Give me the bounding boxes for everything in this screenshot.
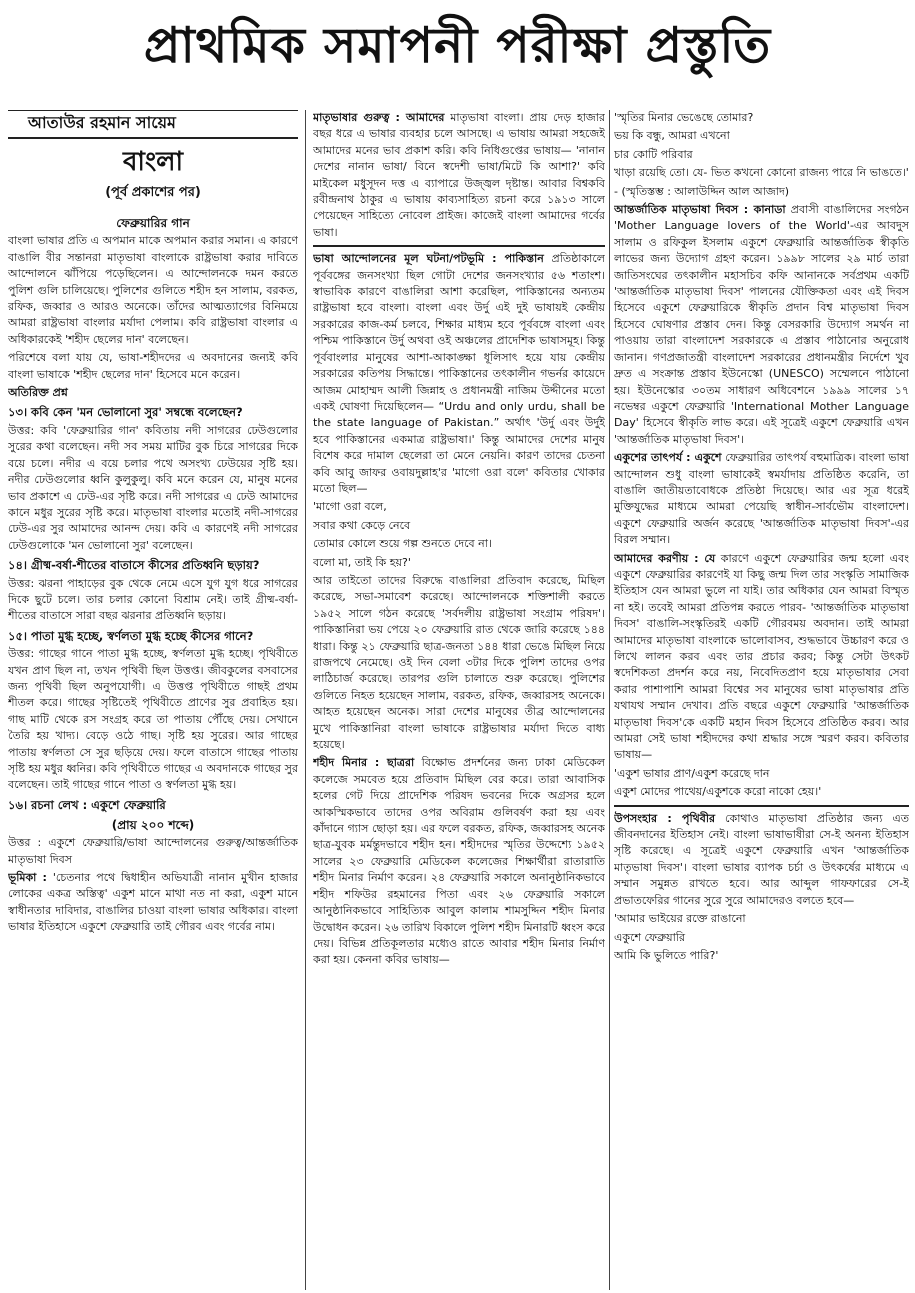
poem-line: ভয় কি বন্ধু, আমরা এখনো xyxy=(614,129,730,143)
paragraph xyxy=(614,811,909,909)
section-label: উপসংহার : পৃথিবীর xyxy=(614,811,716,825)
paragraph-text: ফেব্রুয়ারির তাৎপর্য বহুমাত্রিক। বাংলা ভাষা আন্দোলন শুধু বাংলা ভাষাকেই স্বমর্যাদায় প্রতিষ্ঠিত করেনি, তা বাঙালি জাতীয়তাবোধকে প্রতিষ্ঠা দিয়েছে। আর এর সূত্র ধরেই মুক্তিযুদ্ধের মাধ্যমে আমরা পেয়েছি স্বাধীন-সার্বভৌম বাংলাদেশ। একুশে ফেব্রুয়ারি অর্জন করেছে 'আন্তর্জাতিক মাতৃভাষা দিবস'-এর বিরল সম্মান। xyxy=(614,451,909,547)
subject-title: বাংলা xyxy=(122,147,184,178)
paragraph-text: কারণে একুশে ফেব্রুয়ারির জন্ম হলো এবং একুশে ফেব্রুয়ারির কারণেই যা কিছু জন্ম দিল তার সংস্কৃতি সামাজিক ইতিহাস যেন আমরা ভুলে না যাই। তার অধিকার যেন আমরা বিস্মৃত না হই। তবেই আমরা প্রতিপন্ন করতে পারব- 'আন্তর্জাতিক মাতৃভাষা দিবস' বাঙালি-সংস্কৃতিরই একটি গৌরবময় অবদান। তাই আমরা আমাদের মাতৃভাষা বাংলাকে ভালোবাসব, শুদ্ধভাবে উচ্চারণ করে ও লিখে লালন করব এবং তার প্রচার করব; কিন্তু সেটা উৎকট স্বদেশিকতা প্রদর্শন করে নয়, নিবেদিতপ্রাণ হয়ে মাতৃভাষার সেবা করার পাশাপাশি আমরা বিশ্বের সব মানুষের ভাষা মাতৃভাষার প্রতি যথাযথ সম্মান দেখাব। প্রতি বছরে একুশে ফেব্রুয়ারি 'আন্তর্জাতিক মাতৃভাষা দিবস'কে একটি মহান দিবস হিসেবে প্রতিষ্ঠিত করব। আর আমরা সেই ভাষা শহীদদের কথা শ্রদ্ধার সঙ্গে স্মরণ করব। কবিতার ভাষায়— xyxy=(614,551,909,762)
poem-line: একুশ মোদের পাথেয়/একুশকে করো নাকো হেয়।' xyxy=(614,785,822,799)
paragraph-text: বিক্ষোভ প্রদর্শনের জন্য ঢাকা মেডিকেল কলেজে সমবেত হয়ে প্রতিবাদ মিছিল বের করে। তারা আবাসিক হলের গেট দিয়ে প্রাদেশিক পরিষদ ভবনের দিকে অগ্রসর হলে আকস্মিকভাবে তাদের ওপর অবিরাম গুলিবর্ষণ করা হয় এবং কাঁদানে গ্যাস ছোড়া হয়। এর ফলে বরকত, রফিক, জব্বারসহ অনেক ছাত্র-যুবক মর্মন্তুদভাবে শহীদ হন। শহীদদের স্মৃতির উদ্দেশ্যে ১৯৫২ সালের ২৩ ফেব্রুয়ারি মেডিকেল কলেজের শিক্ষার্থীরা রাতারাতি শহীদ মিনার নির্মাণ করেন। ২৪ ফেব্রুয়ারি সকালে অনানুষ্ঠানিকভাবে শহীদ শফিউর রহমানের পিতা এবং ২৬ ফেব্রুয়ারি সকালে আনুষ্ঠানিকভাবে সাহিত্যিক আবুল কালাম শামসুদ্দিন শহীদ মিনার উদ্বোধন করেন। ২৬ তারিখ বিকালে পুলিশ শহীদ মিনারটি ধ্বংস করে দেয়। বিভিন্ন প্রতিকূলতার মধ্যেও রাতে আবার শহীদ মিনার নির্মাণ করা হয়। কেননা কবির ভাষায়— xyxy=(313,756,605,967)
paragraph: আর তাইতো তাদের বিরুদ্ধে বাঙালিরা প্রতিবাদ করেছে, মিছিল করেছে, সভা-সমাবেশ করেছে। আন্দোলনকে শক্তিশালী করতে ১৯৫২ সালে গঠন করেছে 'সর্বদলীয় রাষ্ট্রভাষা সংগ্রাম পরিষদ'। পাকিস্তানিরা ভয় পেয়ে ২০ ফেব্রুয়ারি রাত থেকে জারি করেছে ১৪৪ ধারা। কিন্তু ২১ ফেব্রুয়ারি ছাত্র-জনতা ১৪৪ ধারা ভেঙে মিছিল নিয়ে রাজপথে নেমেছে। ওই দিন বেলা ৩টার দিকে পুলিশ তাদের ওপর লাঠিচার্জ করেছে। তারপর গুলি চালাতে শুরু করেছে। পুলিশের গুলিতে নিহত হয়েছেন সালাম, বরকত, রফিক, জব্বারসহ অনেকে। আহত হয়েছেন অনেক। সারা দেশের মানুষের তীব্র আন্দোলনের মুখে পাকিস্তানিরা বাংলা ভাষাকে রাষ্ট্রভাষার মর্যাদা দিতে বাধ্য হয়েছে। xyxy=(313,573,605,752)
poem-line: বলো মা, তাই কি হয়?' xyxy=(313,555,411,569)
paragraph xyxy=(8,870,298,936)
paragraph-text: মাতৃভাষা বাংলা। প্রায় দেড় হাজার বছর ধরে এ ভাষার ব্যবহার চলে আসছে। এ ভাষায় আমরা সহজেই আমাদের মনের ভাব প্রকাশ করি। কবি নিধিগুপ্তের ভাষায়— 'নানান দেশের নানান ভাষা/ বিনে স্বদেশী ভাষা/মিটে কি আশা?' কবি মাইকেল মধুসূদন দত্ত এ ব্যাপারে উজ্জ্বল দৃষ্টান্ত। আবার বিশ্বকবি রবীন্দ্রনাথ ঠাকুর এ ভাষায় কাব্যসাহিত্য রচনা করে ১৯১৩ সালে পেয়েছেন সাহিত্যে নোবেল প্রাইজ। কাজেই বাংলা আমাদের গর্বের ভাষা। xyxy=(313,111,605,239)
section-label: আমাদের করণীয় : যে xyxy=(614,551,716,565)
divider xyxy=(313,245,605,247)
column-divider xyxy=(305,110,306,1290)
poem-line: সবার কথা কেড়ে নেবে xyxy=(313,518,411,532)
question: ১৪। গ্রীষ্ম-বর্ষা-শীতের বাতাসে কীসের প্রতিধ্বনি ছড়ায়? xyxy=(8,558,260,573)
column-2 xyxy=(313,110,605,1290)
section-label: শহীদ মিনার : ছাত্ররা xyxy=(313,756,415,770)
question: ১৬। রচনা লেখ : একুশে ফেব্রুয়ারি xyxy=(8,797,166,812)
author-name: আতাউর রহমান সায়েম xyxy=(8,110,298,139)
page-headline: প্রাথমিক সমাপনী পরীক্ষা প্রস্তুতি xyxy=(143,17,772,74)
poem-credit: - (স্মৃতিস্তম্ভ : আলাউদ্দিন আল আজাদ) xyxy=(614,184,790,198)
poem-line: চার কোটি পরিবার xyxy=(614,147,693,161)
poem xyxy=(313,499,605,571)
section-label: ভূমিকা : xyxy=(8,871,47,885)
section-label: আন্তর্জাতিক মাতৃভাষা দিবস : কানাডা xyxy=(614,203,786,217)
poem xyxy=(614,766,909,801)
poem-line: আমি কি ভুলিতে পারি?' xyxy=(614,948,719,962)
word-limit: (প্রায় ২০০ শব্দে) xyxy=(111,818,195,833)
poem-line: 'একুশ ভাষার প্রাণ/একুশ করেছে দান xyxy=(614,766,770,780)
continued-note: (পূর্ব প্রকাশের পর) xyxy=(105,185,201,201)
poem xyxy=(614,110,909,182)
answer-hint: উত্তর : একুশে ফেব্রুয়ারি/ভাষা আন্দোলনের গুরুত্ব/আন্তর্জাতিক মাতৃভাষা দিবস xyxy=(8,836,298,866)
question: ১৫। পাতা মুগ্ধ হচ্ছে, স্বর্ণলতা মুগ্ধ হচ্ছে কীসের গানে? xyxy=(8,628,254,643)
answer: উত্তর: কবি 'ফেব্রুয়ারির গান' কবিতায় নদী সাগরের ঢেউগুলোর সুরের কথা বলেছেন। নদী সব সময় মাটির বুক চিরে সাগরের দিকে বয়ে চলে। নদীর এ বয়ে চলার পথে অসংখ্য ঢেউয়ের সৃষ্টি হয়। নদীর ঢেউগুলোর ধ্বনি কুলুকুলু। কবি মনে করেন যে, মানুষ মনের ভাব প্রকাশে এ ঢেউ-এর সৃষ্টি করে। নদী সাগরের এ ঢেউ আমাদের কানে মধুর সুরের সৃষ্টি করে। মাতৃভাষা বাংলার মতোই নদী-সাগরের ঢেউ-এর সুর আমাদের আনন্দ দেয়। কবি এ কারণেই নদী সাগরের ঢেউগুলোকে 'মন ভোলানো সুর' বলেছেন। xyxy=(8,423,298,552)
column-divider xyxy=(609,110,610,1290)
column-1 xyxy=(8,110,298,1290)
section-label: ভাষা আন্দোলনের মূল ঘটনা/পটভূমি : পাকিস্তান xyxy=(313,252,544,266)
paragraph-text: 'চেতনার পথে দ্বিধাহীন অভিযাত্রী নানান মুখীন হাজার লোকের একত্র অস্তিত্ব' একুশ মানে মাথা নত না করা, একুশ মানে স্বাধীনতার দাবিদার, বাঙালির চাওয়া বাংলা ভাষার অধিকার। বাংলা ভাষার ইতিহাসে একুশে ফেব্রুয়ারি তাই গৌরব এবং গর্বের নাম। xyxy=(8,871,298,934)
paragraph-text: প্রবাসী বাঙালিদের সংগঠন 'Mother Language lovers of the World'-এর আবদুস সালাম ও রফিকুল ইসলাম একুশে ফেব্রুয়ারি আন্তর্জাতিক স্বীকৃতি লাভের জন্য উদ্যোগ গ্রহণ করেন। ১৯৯৮ সালের ২৯ মার্চ তারা জাতিসংঘের তৎকালীন মহাসচিব কফি আনানকে সর্বপ্রথম একটি 'আন্তর্জাতিক মাতৃভাষা দিবস' পালনের যৌক্তিকতা এবং এই দিবস হিসেবে একুশে ফেব্রুয়ারিকে স্বীকৃতি প্রদান বিশ্ব মাতৃভাষা দিবস হিসেবে ঘোষণার প্রস্তাব দেন। কিন্তু বেসরকারি উদ্যোগ সমর্থন না পাওয়ায় তারা বাংলাদেশ সরকারকে এ প্রস্তাব পাঠানোর অনুরোধ জানান। গণপ্রজাতন্ত্রী বাংলাদেশ সরকারের প্রধানমন্ত্রীর নির্দেশে খুব দ্রুত এ সংক্রান্ত প্রস্তাব ইউনেস্কো (UNESCO) সম্মেলনে পাঠানো হয়। ইউনেস্কোর ৩০তম সাধারণ অধিবেশনে ১৯৯৯ সালের ১৭ নভেম্বর একুশে ফেব্রুয়ারি 'International Mother Language Day' হিসেবে স্বীকৃতি লাভ করে। এই সূত্রেই একুশে ফেব্রুয়ারি এখন 'আন্তর্জাতিক মাতৃভাষা দিবস'। xyxy=(614,203,909,446)
answer: উত্তর: ঝরনা পাহাড়ের বুক থেকে নেমে এসে যুগ যুগ ধরে সাগরের দিকে ছুটে চলে। তার চলার কোনো বিশ্রাম নেই। তাই গ্রীষ্ম-বর্ষা-শীতের বাতাসে সারা বছর ঝরনার প্রতিধ্বনি ছড়ায়। xyxy=(8,576,298,623)
paragraph: পরিশেষে বলা যায় যে, ভাষা-শহীদদের এ অবদানের জন্যই কবি বাংলা ভাষাকে 'শহীদ ছেলের দান' হিসেবে মনে করেন। xyxy=(8,351,298,381)
poem-line: একুশে ফেব্রুয়ারি xyxy=(614,930,685,944)
paragraph xyxy=(313,251,605,497)
paragraph xyxy=(313,110,605,241)
section-title: ফেব্রুয়ারির গান xyxy=(116,216,190,231)
extra-questions-heading: অতিরিক্ত প্রশ্ন xyxy=(8,386,68,400)
paragraph xyxy=(313,755,605,968)
column-3 xyxy=(614,110,909,1290)
paragraph-text: প্রতিষ্ঠাকালে পূর্ববঙ্গের জনসংখ্যা ছিল গোটা দেশের জনসংখ্যার ৫৬ শতাংশ। স্বাভাবিক কারণে বাঙালিরা আশা করেছিল, পাকিস্তানের অন্যতম রাষ্ট্রভাষা হবে বাংলা। বাংলা এবং উর্দু এই দুই ভাষায়ই কেন্দ্রীয় সরকারের কাজ-কর্ম চলবে, শিক্ষার মাধ্যম হবে পূর্ববঙ্গে বাংলা এবং পশ্চিম পাকিস্তানে উর্দু অথবা ওই অঞ্চলের প্রাদেশিক ভাষাসমূহ। কিন্তু পূর্ববাংলার মানুষের আশা-আকাঙ্ক্ষা ধূলিসাৎ হয়ে যায় কেন্দ্রীয় সরকারের কতিপয় সিদ্ধান্তে। পাকিস্তানের তৎকালীন গভর্নর কায়েদে আজম মোহাম্মদ আলী জিন্নাহ ও প্রধানমন্ত্রী নাজিম উদ্দীনের মতো একই ঘোষণা দিয়েছিলেন— “Urdu and only urdu, shall be the state language of Pakistan.” অর্থাৎ 'উর্দু এবং উর্দুই হবে পাকিস্তানের একমাত্র রাষ্ট্রভাষা।' কিন্তু আমাদের দেশের মানুষ বিশেষ করে দামাল ছেলেরা তা মেনে নেয়নি। কারণ তাদের চেতনা কবি আবু জাফর ওবায়দুল্লাহ'র 'মাগো ওরা বলে' কবিতার খোকার মতো ছিল— xyxy=(313,252,605,495)
poem-line: 'মাগো ওরা বলে, xyxy=(313,500,387,514)
paragraph xyxy=(614,202,909,448)
divider xyxy=(614,805,909,807)
section-label: মাতৃভাষার গুরুত্ব : আমাদের xyxy=(313,111,445,124)
poem-line: খাড়া রয়েছি তো। যে- ভিত কখনো কোনো রাজন্য পারে নি ভাঙতে।' xyxy=(614,166,909,180)
poem-line: তোমার কোলে শুয়ে গল্প শুনতে দেবে না। xyxy=(313,537,492,551)
poem xyxy=(614,911,909,964)
poem-line: 'স্মৃতির মিনার ভেঙেছে তোমার? xyxy=(614,111,754,124)
paragraph: বাংলা ভাষার প্রতি এ অপমান মাকে অপমান করার সমান। এ কারণে বাঙালি বীর সন্তানরা মাতৃভাষা বাংলাকে রাষ্ট্রভাষা করার দাবিতে আন্দোলনে ঝাঁপিয়ে পড়েছিলেন। এ আন্দোলনকে দমন করতে পুলিশ গুলি চালিয়েছে। পুলিশের গুলিতে শহীদ হন সালাম, বরকত, রফিক, জব্বার ও আরও অনেকে। তাঁদের আত্মত্যাগের বিনিময়ে আমরা রাষ্ট্রভাষা বাংলার মর্যাদা পেলাম। কবি রাষ্ট্রভাষা বাংলার এ অধিকারকেই 'শহীদ ছেলের দান' বলেছেন। xyxy=(8,234,298,346)
paragraph xyxy=(614,450,909,548)
poem-line: 'আমার ভাইয়ের রক্তে রাঙানো xyxy=(614,912,746,926)
paragraph-text: কোথাও মাতৃভাষা প্রতিষ্ঠার জন্য এত জীবনদানের ইতিহাস নেই। বাংলা ভাষাভাষীরা সে-ই অনন্য ইতিহাস সৃষ্টি করেছে। এ সূত্রেই একুশে ফেব্রুয়ারি এখন 'আন্তর্জাতিক মাতৃভাষা দিবস'। বাংলা ভাষার ব্যাপক চর্চা ও উৎকর্ষের মাধ্যমে এ সম্মান সমুন্নত রাখতে হবে। আর আব্দুল গাফফারের সে-ই প্রভাতফেরির গানের সুরে সুরে আমাদেরও বলতে হবে— xyxy=(614,811,909,907)
question: ১৩। কবি কেন 'মন ভোলানো সুর' সম্বন্ধে বলেছেন? xyxy=(8,405,243,420)
section-label: একুশের তাৎপর্য : একুশে xyxy=(614,451,722,465)
paragraph xyxy=(614,551,909,764)
answer: উত্তর: গাছের গানে পাতা মুগ্ধ হচ্ছে, স্বর্ণলতা মুগ্ধ হচ্ছে। পৃথিবীতে যখন প্রাণ ছিল না, তখন পৃথিবী ছিল উত্তপ্ত। জীবকুলের বসবাসের জন্য পৃথিবী ছিল অনুপযোগী। এ উত্তপ্ত পৃথিবীতে গাছই প্রথম শীতল করে। গাছের সৃষ্টিতেই পৃথিবীতে প্রাণের সুর প্রবাহিত হয়। গাছ মাটি থেকে রস সংগ্রহ করে তা পাতায় পৌঁছে দেয়। সেখানে তৈরি হয় খাদ্য। বেড়ে ওঠে গাছ। সৃষ্টি হয় সুরের। আর গাছের পাতায় স্বর্ণলতা সে সুর ছড়িয়ে দেয়। ফলে বাতাসে গাছের পাতায় সৃষ্টি হয় মধুর ধ্বনির। কবি পৃথিবীতে গাছের এ অবদানকে গাছের সুর বলেছেন। তাই গাছের গানে পাতা ও স্বর্ণলতা মুগ্ধ হয়। xyxy=(8,647,298,792)
